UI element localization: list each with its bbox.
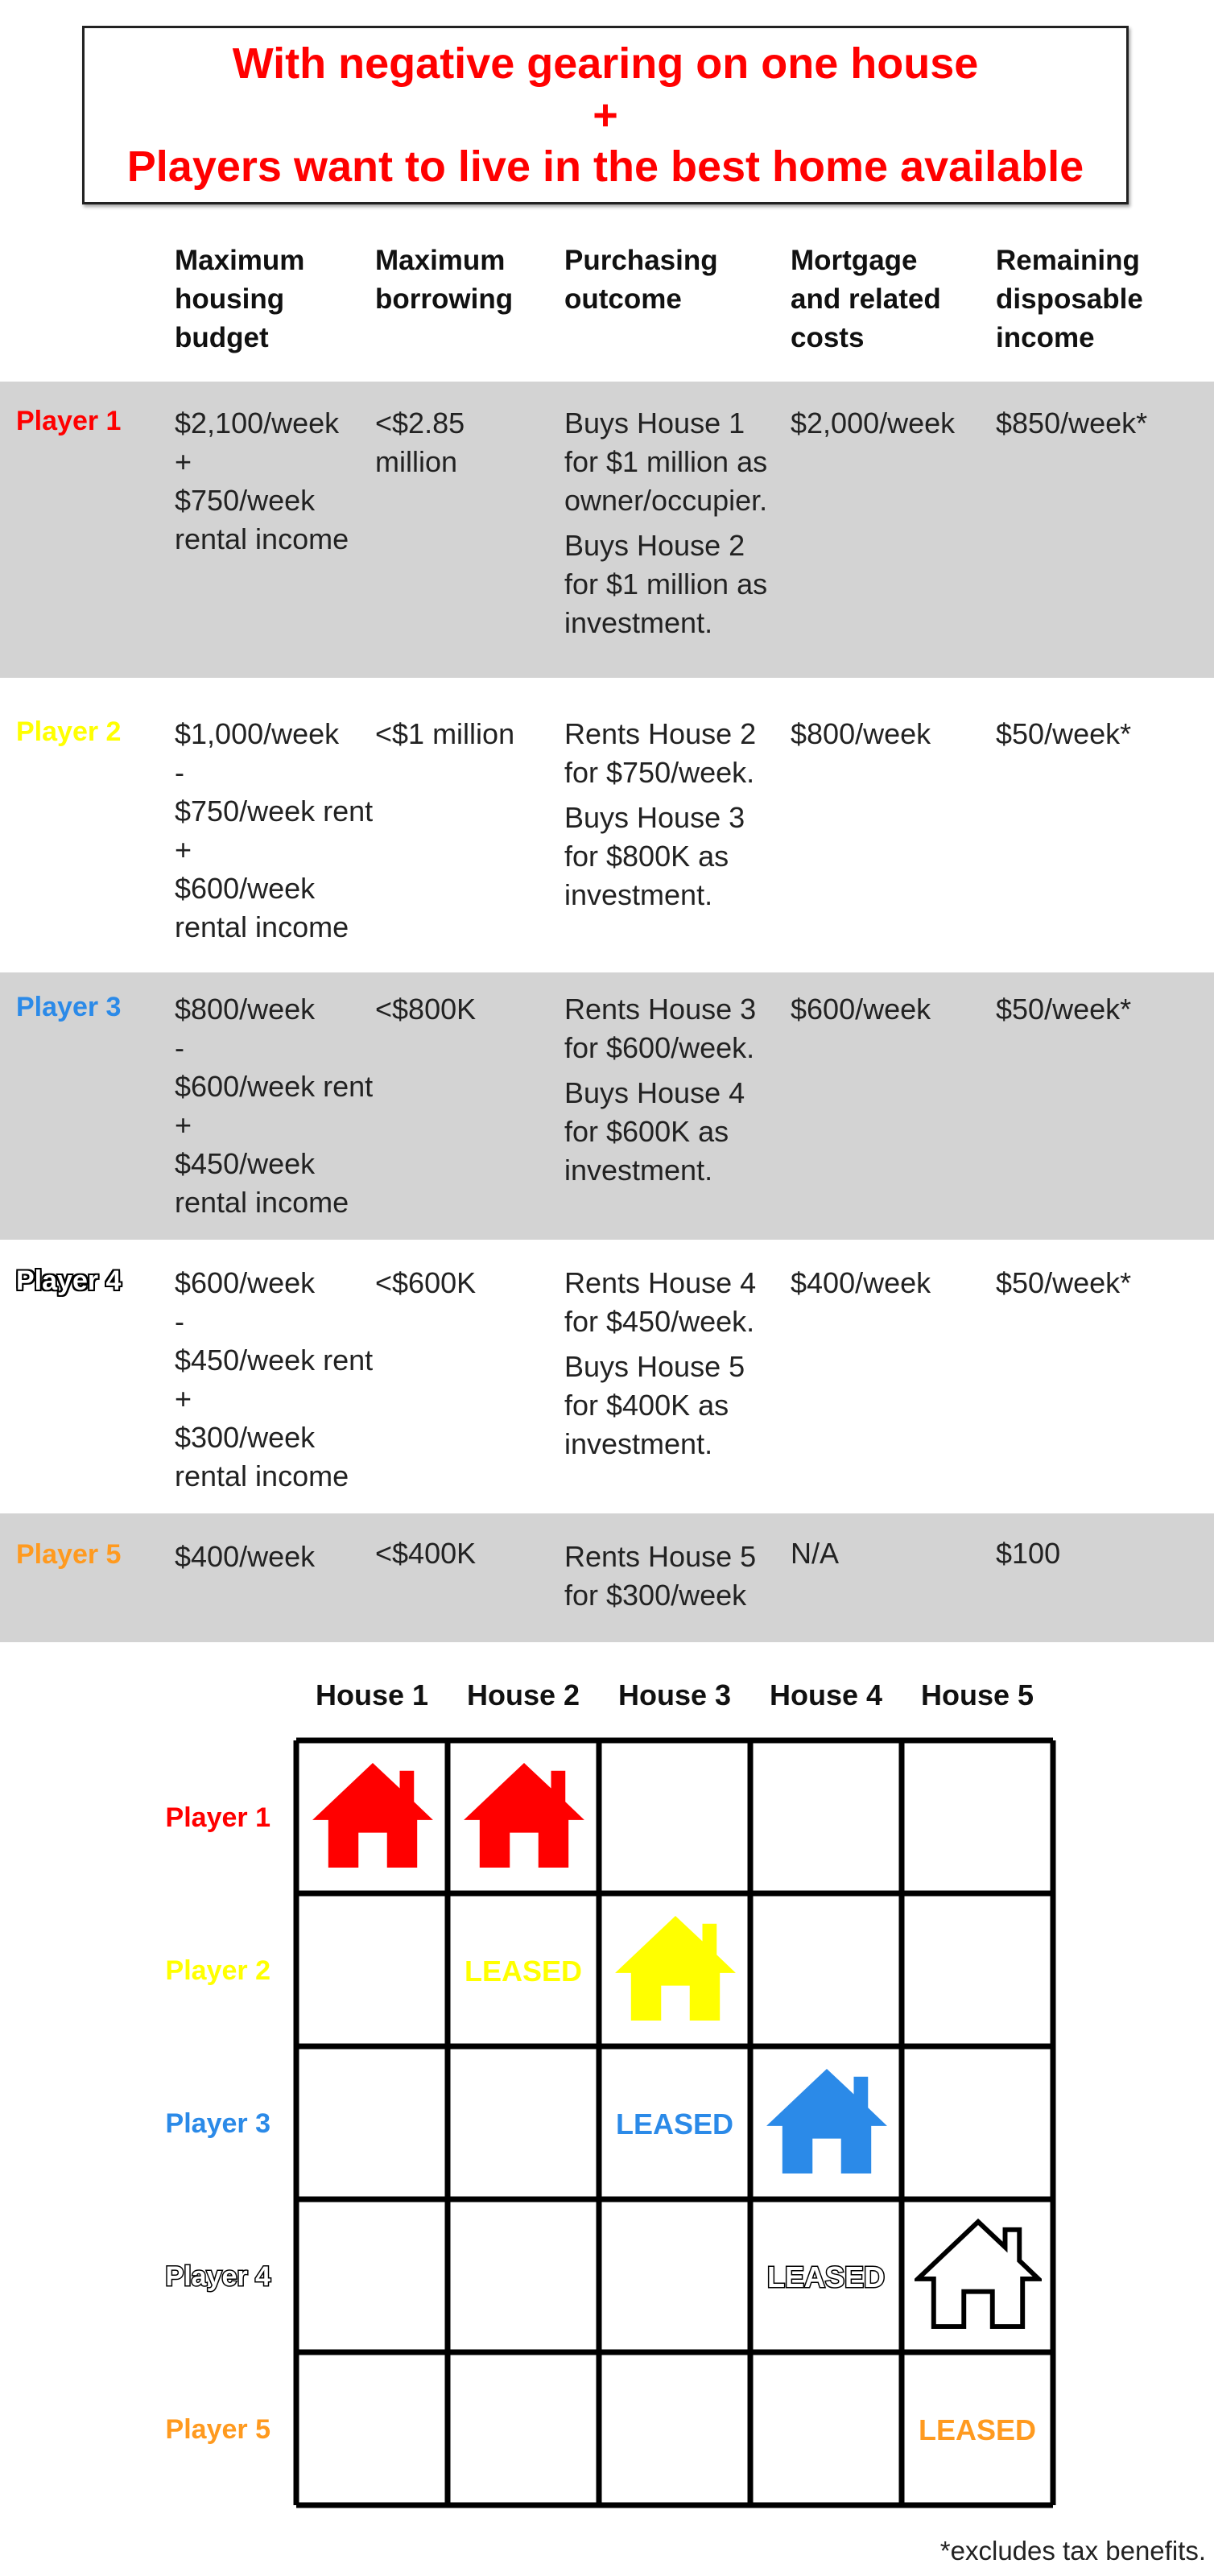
house-icon xyxy=(464,1763,584,1868)
row-player-1-budget: $2,100/week + $750/week rental income xyxy=(175,407,349,555)
house-icon xyxy=(918,2222,1039,2326)
row-player-1-remaining: $850/week* xyxy=(996,407,1148,440)
title-line-1: With negative gearing on one house xyxy=(232,39,979,88)
row-player-5-budget: $400/week xyxy=(175,1540,316,1573)
header-mortgage-costs: Mortgage and related costs xyxy=(791,245,941,353)
row-player-3-mortgage: $600/week xyxy=(791,993,931,1026)
row-player-2-remaining: $50/week* xyxy=(996,717,1132,750)
grid-col-header: House 4 xyxy=(769,1678,883,1711)
row-player-2-label: Player 2 xyxy=(16,716,122,747)
row-player-3-budget: $800/week - $600/week rent + $450/week rental income xyxy=(175,993,374,1219)
grid-row-label: Player 5 xyxy=(165,2414,270,2445)
row-player-4-borrowing: <$600K xyxy=(375,1266,477,1299)
footnote: *excludes tax benefits. xyxy=(939,2536,1206,2566)
title-line-3: Players want to live in the best home available xyxy=(126,142,1084,191)
grid-row-label: Player 2 xyxy=(165,1955,270,1986)
row-player-2-mortgage: $800/week xyxy=(791,717,931,750)
row-player-1-outcome: Buys House 1 for $1 million as owner/occupier. Buys House 2 for $1 million as investment. xyxy=(564,407,768,639)
row-player-3-outcome: Rents House 3 for $600/week. Buys House 4 for $600K as investment. xyxy=(564,993,757,1187)
title-line-2: + xyxy=(593,91,618,139)
row-player-4-remaining: $50/week* xyxy=(996,1266,1132,1299)
row-player-2-budget: $1,000/week - $750/week rent + $600/week rental income xyxy=(175,717,374,943)
header-housing-budget: Maximum housing budget xyxy=(175,245,305,353)
row-player-2-outcome: Rents House 2 for $750/week. Buys House 3 for $800K as investment. xyxy=(564,717,757,911)
row-player-5-mortgage: N/A xyxy=(791,1537,840,1570)
row-player-2-borrowing: <$1 million xyxy=(375,717,515,750)
row-player-4-outcome: Rents House 4 for $450/week. Buys House 5 for $400K as investment. xyxy=(564,1266,757,1460)
header-max-borrowing: Maximum borrowing xyxy=(375,245,514,315)
row-player-1-borrowing: <$2.85 million xyxy=(375,407,465,478)
grid-col-header: House 2 xyxy=(466,1678,580,1711)
leased-label: LEASED xyxy=(464,1955,583,1988)
grid-row-label: Player 3 xyxy=(165,2108,270,2139)
row-player-5-remaining: $100 xyxy=(996,1537,1061,1570)
house-icon xyxy=(766,2069,887,2174)
grid-row-label: Player 4 xyxy=(165,2261,270,2292)
title-box xyxy=(82,26,1129,204)
row-player-5-borrowing: <$400K xyxy=(375,1537,477,1570)
row-player-1-mortgage: $2,000/week xyxy=(791,407,956,440)
row-player-1-label: Player 1 xyxy=(16,406,122,436)
row-player-4-budget: $600/week - $450/week rent + $300/week rental income xyxy=(175,1266,374,1492)
row-player-4-mortgage: $400/week xyxy=(791,1266,931,1299)
header-remaining-income: Remaining disposable income xyxy=(996,245,1143,353)
grid-row-label: Player 1 xyxy=(165,1802,270,1833)
house-icon xyxy=(615,1916,736,2021)
leased-label: LEASED xyxy=(918,2413,1037,2446)
header-purchasing-outcome: Purchasing outcome xyxy=(564,245,718,315)
row-player-5-outcome: Rents House 5 for $300/week xyxy=(564,1540,757,1612)
row-player-5-label: Player 5 xyxy=(16,1539,122,1570)
leased-label: LEASED xyxy=(615,2107,734,2140)
grid-col-header: House 5 xyxy=(920,1678,1034,1711)
row-player-3-borrowing: <$800K xyxy=(375,993,477,1026)
grid-col-header: House 3 xyxy=(617,1678,732,1711)
row-player-3-label: Player 3 xyxy=(16,992,122,1022)
row-player-4-label: Player 4 xyxy=(16,1265,122,1296)
leased-label: LEASED xyxy=(766,2260,886,2293)
row-player-3-remaining: $50/week* xyxy=(996,993,1132,1026)
ownership-grid xyxy=(0,1658,1214,2528)
house-icon xyxy=(312,1763,433,1868)
grid-col-header: House 1 xyxy=(315,1678,429,1711)
